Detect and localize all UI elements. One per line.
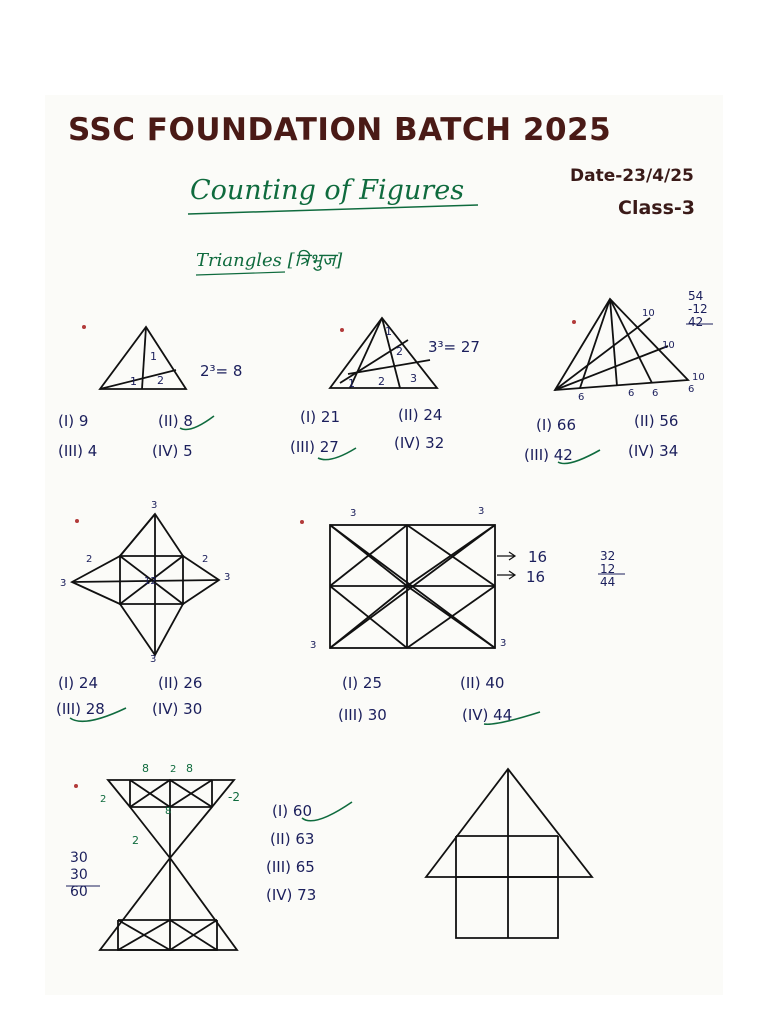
q6-working: 30 30 60 <box>70 850 88 900</box>
q6-label: 8 <box>142 762 149 775</box>
topic-subtitle: Triangles [त्रिभुज] <box>196 250 343 271</box>
topic-title: Counting of Figures <box>190 175 465 206</box>
q5-option-4: (IV) 44 <box>462 706 513 724</box>
q4-option-4: (IV) 30 <box>152 700 203 718</box>
q4-label: 3 <box>151 500 158 511</box>
q5-option-1: (I) 25 <box>342 674 382 692</box>
q3-option-1: (I) 66 <box>536 416 576 434</box>
q3-option-2: (II) 56 <box>634 412 679 430</box>
q4-label: 12 <box>144 576 157 587</box>
q6-option-2: (II) 63 <box>270 830 315 848</box>
svg-text:1: 1 <box>130 375 137 388</box>
q5-label: 16 <box>528 548 548 566</box>
q1-annotation: 2³= 8 <box>200 362 243 380</box>
q4-option-2: (II) 26 <box>158 674 203 692</box>
q6-answer-tick <box>302 802 352 821</box>
q3-option-4: (IV) 34 <box>628 442 679 460</box>
q3-label: 6 <box>688 384 695 395</box>
q6-label: 2 <box>100 794 107 805</box>
svg-text:1: 1 <box>348 377 355 390</box>
q4-label: 3 <box>224 572 231 583</box>
q3-label: 10 <box>642 308 655 319</box>
q5-option-2: (II) 40 <box>460 674 505 692</box>
q3-option-3: (III) 42 <box>524 446 573 464</box>
q6-label: -2 <box>228 790 240 804</box>
svg-text:1: 1 <box>150 350 157 363</box>
q2-answer-tick <box>318 448 356 460</box>
q1-answer-tick <box>180 416 214 430</box>
q2-option-4: (IV) 32 <box>394 434 445 452</box>
q5-label: 3 <box>310 640 317 651</box>
q2-option-2: (II) 24 <box>398 406 443 424</box>
svg-text:3: 3 <box>410 372 417 385</box>
q5-label: 3 <box>478 506 485 517</box>
q4-label: 3 <box>60 578 67 589</box>
q6-option-4: (IV) 73 <box>266 886 317 904</box>
q1-option-3: (III) 4 <box>58 442 98 460</box>
q3-label: 10 <box>662 340 675 351</box>
q4-answer-tick <box>70 708 126 721</box>
q5-option-3: (III) 30 <box>338 706 387 724</box>
q4-option-1: (I) 24 <box>58 674 98 692</box>
q6-label: 2 <box>132 834 139 847</box>
q5-label: 3 <box>500 638 507 649</box>
svg-text:2: 2 <box>378 375 385 388</box>
svg-text:1: 1 <box>385 325 392 338</box>
svg-text:2: 2 <box>157 374 164 387</box>
q2-option-1: (I) 21 <box>300 408 340 426</box>
q4-label: 2 <box>202 554 209 565</box>
page-header-title: SSC FOUNDATION BATCH 2025 <box>68 112 612 148</box>
q3-answer-tick <box>558 450 600 464</box>
q3-label: 6 <box>628 388 635 399</box>
q3-working: 54 -12 42 <box>688 289 708 329</box>
q2-annotation: 3³= 27 <box>428 338 480 356</box>
q3-label: 10 <box>692 372 705 383</box>
q1-option-4: (IV) 5 <box>152 442 193 460</box>
q6-label: 2 <box>170 764 177 775</box>
q4-label: 2 <box>86 554 93 565</box>
class-label: Class-3 <box>618 197 696 219</box>
q6-label: 8 <box>186 762 193 775</box>
q5-answer-tick <box>484 712 540 724</box>
q5-label: 3 <box>350 508 357 519</box>
q1-option-1: (I) 9 <box>58 412 89 430</box>
svg-text:2: 2 <box>396 345 403 358</box>
q2-option-3: (III) 27 <box>290 438 339 456</box>
q6-option-3: (III) 65 <box>266 858 315 876</box>
q4-option-3: (III) 28 <box>56 700 105 718</box>
q1-option-2: (II) 8 <box>158 412 193 430</box>
q3-label: 6 <box>578 392 585 403</box>
q4-label: 3 <box>150 654 157 665</box>
q6-option-1: (I) 60 <box>272 802 312 820</box>
q5-label: 16 <box>526 568 546 586</box>
date-label: Date-23/4/25 <box>570 166 694 186</box>
q5-working: 32 12 44 <box>600 549 616 589</box>
q3-label: 6 <box>652 388 659 399</box>
q6-label: 8 <box>165 806 172 817</box>
